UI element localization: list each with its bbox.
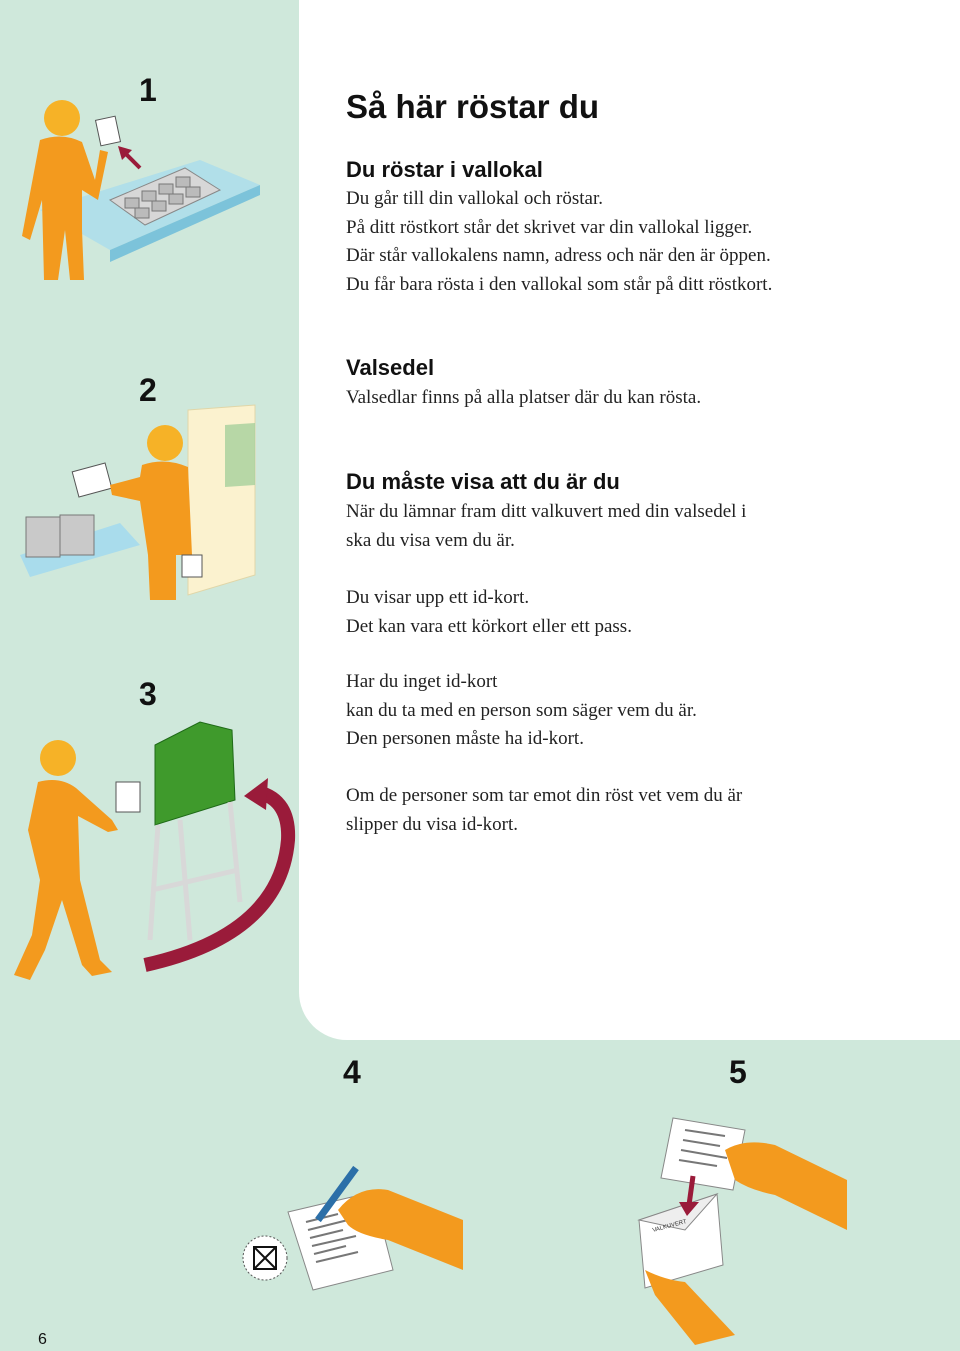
envelope-label: VALKUVERT <box>651 1219 688 1234</box>
text-line: Du får bara rösta i den vallokal som står på ditt röstkort. <box>346 273 773 295</box>
text-line: Om de personer som tar emot din röst vet vem du är <box>346 785 743 806</box>
step-number-5: 5 <box>729 1054 747 1090</box>
step-number-1: 1 <box>139 72 157 108</box>
text-line: ska du visa vem du är. <box>346 529 515 551</box>
paragraph-visa-3 <box>346 668 906 754</box>
paragraph-vallokal <box>346 185 906 299</box>
paragraph-visa-4 <box>346 782 906 839</box>
paragraph-visa-2 <box>346 584 906 641</box>
illustration-step-2 <box>0 405 300 605</box>
step-number-3: 3 <box>139 676 157 712</box>
paragraph-valsedel <box>346 384 906 413</box>
text-line: slipper du visa id-kort. <box>346 813 519 835</box>
illustration-step-4 <box>238 1150 468 1350</box>
text-line: Har du inget id-kort <box>346 671 498 692</box>
page-title: Så här röstar du <box>346 88 600 125</box>
text-line: Valsedlar finns på alla platser där du kan rösta. <box>346 387 702 408</box>
text-line: Det kan vara ett körkort eller ett pass. <box>346 615 632 637</box>
text-line: Du går till din vallokal och röstar. <box>346 188 603 209</box>
text-line: Du visar upp ett id-kort. <box>346 587 530 608</box>
heading-valsedel: Valsedel <box>346 355 435 380</box>
page-number: 6 <box>38 1331 47 1348</box>
illustration-step-5 <box>625 1110 855 1350</box>
heading-vallokal: Du röstar i vallokal <box>346 157 543 182</box>
illustration-step-1 <box>0 90 300 290</box>
text-line: Där står vallokalens namn, adress och när den är öppen. <box>346 245 771 266</box>
heading-visa: Du måste visa att du är du <box>346 469 620 494</box>
step-number-2: 2 <box>139 372 157 408</box>
paragraph-visa-1 <box>346 498 906 555</box>
text-line: När du lämnar fram ditt valkuvert med din valsedel i <box>346 501 747 522</box>
step-number-4: 4 <box>343 1054 361 1090</box>
illustration-step-3 <box>0 720 300 1000</box>
text-line: kan du ta med en person som säger vem du är. <box>346 699 697 721</box>
text-line: Den personen måste ha id-kort. <box>346 728 584 749</box>
text-line: På ditt röstkort står det skrivet var din vallokal ligger. <box>346 216 753 238</box>
